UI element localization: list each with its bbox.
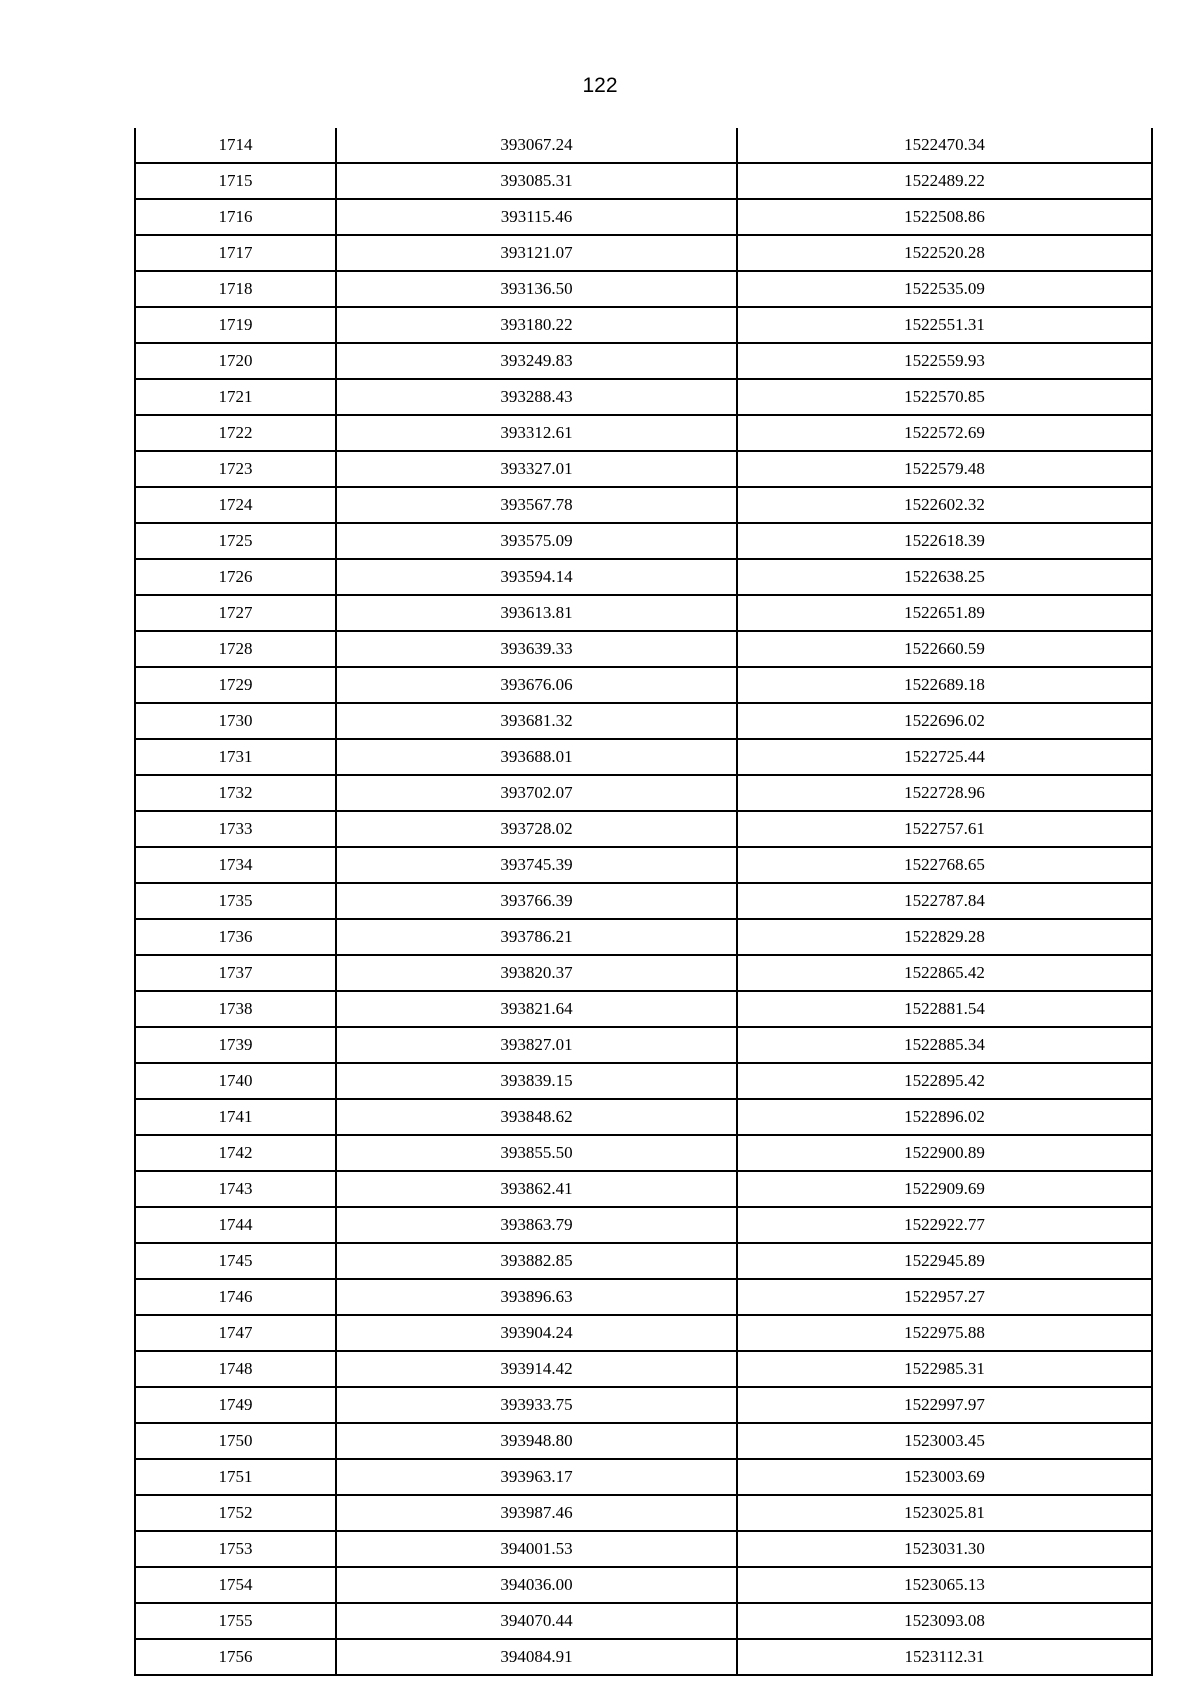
point-number-cell: 1714 bbox=[135, 128, 336, 163]
table-row bbox=[135, 1531, 1152, 1567]
point-number-cell: 1734 bbox=[135, 847, 336, 883]
table-row bbox=[135, 919, 1152, 955]
table-row bbox=[135, 1279, 1152, 1315]
table-row bbox=[135, 128, 1152, 163]
table-row bbox=[135, 1171, 1152, 1207]
point-number-cell: 1729 bbox=[135, 667, 336, 703]
x-coordinate-cell: 393594.14 bbox=[336, 559, 737, 595]
y-coordinate-cell: 1523093.08 bbox=[737, 1603, 1152, 1639]
table-row bbox=[135, 199, 1152, 235]
table-row bbox=[135, 235, 1152, 271]
x-coordinate-cell: 393882.85 bbox=[336, 1243, 737, 1279]
point-number-cell: 1728 bbox=[135, 631, 336, 667]
table-row bbox=[135, 1243, 1152, 1279]
y-coordinate-cell: 1522508.86 bbox=[737, 199, 1152, 235]
page-number: 122 bbox=[582, 74, 618, 97]
table-row bbox=[135, 631, 1152, 667]
point-number-cell: 1733 bbox=[135, 811, 336, 847]
table-row bbox=[135, 1603, 1152, 1639]
x-coordinate-cell: 393933.75 bbox=[336, 1387, 737, 1423]
x-coordinate-cell: 393896.63 bbox=[336, 1279, 737, 1315]
x-coordinate-cell: 393115.46 bbox=[336, 199, 737, 235]
coordinates-table-body bbox=[135, 128, 1152, 1675]
point-number-cell: 1752 bbox=[135, 1495, 336, 1531]
table-row bbox=[135, 415, 1152, 451]
x-coordinate-cell: 394070.44 bbox=[336, 1603, 737, 1639]
point-number-cell: 1715 bbox=[135, 163, 336, 199]
point-number-cell: 1750 bbox=[135, 1423, 336, 1459]
y-coordinate-cell: 1523003.45 bbox=[737, 1423, 1152, 1459]
y-coordinate-cell: 1522957.27 bbox=[737, 1279, 1152, 1315]
point-number-cell: 1740 bbox=[135, 1063, 336, 1099]
point-number-cell: 1735 bbox=[135, 883, 336, 919]
table-row bbox=[135, 595, 1152, 631]
x-coordinate-cell: 393914.42 bbox=[336, 1351, 737, 1387]
x-coordinate-cell: 393863.79 bbox=[336, 1207, 737, 1243]
table-row bbox=[135, 1027, 1152, 1063]
table-row bbox=[135, 1495, 1152, 1531]
point-number-cell: 1716 bbox=[135, 199, 336, 235]
table-row bbox=[135, 811, 1152, 847]
x-coordinate-cell: 394001.53 bbox=[336, 1531, 737, 1567]
point-number-cell: 1749 bbox=[135, 1387, 336, 1423]
y-coordinate-cell: 1522651.89 bbox=[737, 595, 1152, 631]
table-row bbox=[135, 559, 1152, 595]
point-number-cell: 1739 bbox=[135, 1027, 336, 1063]
x-coordinate-cell: 394084.91 bbox=[336, 1639, 737, 1675]
y-coordinate-cell: 1523065.13 bbox=[737, 1567, 1152, 1603]
x-coordinate-cell: 393676.06 bbox=[336, 667, 737, 703]
y-coordinate-cell: 1522768.65 bbox=[737, 847, 1152, 883]
point-number-cell: 1731 bbox=[135, 739, 336, 775]
point-number-cell: 1721 bbox=[135, 379, 336, 415]
table-row bbox=[135, 1351, 1152, 1387]
table-row bbox=[135, 739, 1152, 775]
table-row bbox=[135, 523, 1152, 559]
point-number-cell: 1746 bbox=[135, 1279, 336, 1315]
table-row bbox=[135, 1459, 1152, 1495]
x-coordinate-cell: 393180.22 bbox=[336, 307, 737, 343]
point-number-cell: 1725 bbox=[135, 523, 336, 559]
y-coordinate-cell: 1523025.81 bbox=[737, 1495, 1152, 1531]
point-number-cell: 1730 bbox=[135, 703, 336, 739]
x-coordinate-cell: 393786.21 bbox=[336, 919, 737, 955]
x-coordinate-cell: 393948.80 bbox=[336, 1423, 737, 1459]
y-coordinate-cell: 1523003.69 bbox=[737, 1459, 1152, 1495]
x-coordinate-cell: 394036.00 bbox=[336, 1567, 737, 1603]
table-row bbox=[135, 1423, 1152, 1459]
x-coordinate-cell: 393848.62 bbox=[336, 1099, 737, 1135]
y-coordinate-cell: 1522559.93 bbox=[737, 343, 1152, 379]
point-number-cell: 1745 bbox=[135, 1243, 336, 1279]
y-coordinate-cell: 1522909.69 bbox=[737, 1171, 1152, 1207]
table-row bbox=[135, 1387, 1152, 1423]
x-coordinate-cell: 393327.01 bbox=[336, 451, 737, 487]
y-coordinate-cell: 1522572.69 bbox=[737, 415, 1152, 451]
x-coordinate-cell: 393728.02 bbox=[336, 811, 737, 847]
table-row bbox=[135, 163, 1152, 199]
point-number-cell: 1723 bbox=[135, 451, 336, 487]
x-coordinate-cell: 393688.01 bbox=[336, 739, 737, 775]
point-number-cell: 1724 bbox=[135, 487, 336, 523]
y-coordinate-cell: 1522728.96 bbox=[737, 775, 1152, 811]
point-number-cell: 1726 bbox=[135, 559, 336, 595]
x-coordinate-cell: 393613.81 bbox=[336, 595, 737, 631]
table-row bbox=[135, 1099, 1152, 1135]
table-row bbox=[135, 307, 1152, 343]
point-number-cell: 1755 bbox=[135, 1603, 336, 1639]
x-coordinate-cell: 393681.32 bbox=[336, 703, 737, 739]
point-number-cell: 1738 bbox=[135, 991, 336, 1027]
table-row bbox=[135, 1567, 1152, 1603]
y-coordinate-cell: 1522520.28 bbox=[737, 235, 1152, 271]
y-coordinate-cell: 1522725.44 bbox=[737, 739, 1152, 775]
table-row bbox=[135, 667, 1152, 703]
y-coordinate-cell: 1522489.22 bbox=[737, 163, 1152, 199]
table-row bbox=[135, 343, 1152, 379]
y-coordinate-cell: 1522787.84 bbox=[737, 883, 1152, 919]
y-coordinate-cell: 1522579.48 bbox=[737, 451, 1152, 487]
point-number-cell: 1756 bbox=[135, 1639, 336, 1675]
x-coordinate-cell: 393766.39 bbox=[336, 883, 737, 919]
point-number-cell: 1741 bbox=[135, 1099, 336, 1135]
y-coordinate-cell: 1522570.85 bbox=[737, 379, 1152, 415]
table-row bbox=[135, 451, 1152, 487]
y-coordinate-cell: 1522551.31 bbox=[737, 307, 1152, 343]
x-coordinate-cell: 393904.24 bbox=[336, 1315, 737, 1351]
y-coordinate-cell: 1522602.32 bbox=[737, 487, 1152, 523]
point-number-cell: 1743 bbox=[135, 1171, 336, 1207]
x-coordinate-cell: 393249.83 bbox=[336, 343, 737, 379]
x-coordinate-cell: 393136.50 bbox=[336, 271, 737, 307]
table-row bbox=[135, 991, 1152, 1027]
x-coordinate-cell: 393827.01 bbox=[336, 1027, 737, 1063]
x-coordinate-cell: 393987.46 bbox=[336, 1495, 737, 1531]
x-coordinate-cell: 393288.43 bbox=[336, 379, 737, 415]
point-number-cell: 1722 bbox=[135, 415, 336, 451]
y-coordinate-cell: 1522829.28 bbox=[737, 919, 1152, 955]
x-coordinate-cell: 393820.37 bbox=[336, 955, 737, 991]
table-row bbox=[135, 379, 1152, 415]
point-number-cell: 1727 bbox=[135, 595, 336, 631]
x-coordinate-cell: 393121.07 bbox=[336, 235, 737, 271]
y-coordinate-cell: 1522470.34 bbox=[737, 128, 1152, 163]
point-number-cell: 1737 bbox=[135, 955, 336, 991]
y-coordinate-cell: 1522997.97 bbox=[737, 1387, 1152, 1423]
x-coordinate-cell: 393745.39 bbox=[336, 847, 737, 883]
y-coordinate-cell: 1522689.18 bbox=[737, 667, 1152, 703]
table-row bbox=[135, 883, 1152, 919]
y-coordinate-cell: 1523112.31 bbox=[737, 1639, 1152, 1675]
y-coordinate-cell: 1522896.02 bbox=[737, 1099, 1152, 1135]
point-number-cell: 1742 bbox=[135, 1135, 336, 1171]
x-coordinate-cell: 393702.07 bbox=[336, 775, 737, 811]
y-coordinate-cell: 1522985.31 bbox=[737, 1351, 1152, 1387]
point-number-cell: 1744 bbox=[135, 1207, 336, 1243]
point-number-cell: 1719 bbox=[135, 307, 336, 343]
x-coordinate-cell: 393639.33 bbox=[336, 631, 737, 667]
y-coordinate-cell: 1522865.42 bbox=[737, 955, 1152, 991]
x-coordinate-cell: 393855.50 bbox=[336, 1135, 737, 1171]
y-coordinate-cell: 1522881.54 bbox=[737, 991, 1152, 1027]
y-coordinate-cell: 1522757.61 bbox=[737, 811, 1152, 847]
y-coordinate-cell: 1522922.77 bbox=[737, 1207, 1152, 1243]
x-coordinate-cell: 393085.31 bbox=[336, 163, 737, 199]
y-coordinate-cell: 1522885.34 bbox=[737, 1027, 1152, 1063]
point-number-cell: 1720 bbox=[135, 343, 336, 379]
table-row bbox=[135, 775, 1152, 811]
table-row bbox=[135, 703, 1152, 739]
table-row bbox=[135, 1639, 1152, 1675]
y-coordinate-cell: 1522696.02 bbox=[737, 703, 1152, 739]
y-coordinate-cell: 1522660.59 bbox=[737, 631, 1152, 667]
point-number-cell: 1717 bbox=[135, 235, 336, 271]
table-row bbox=[135, 271, 1152, 307]
y-coordinate-cell: 1522975.88 bbox=[737, 1315, 1152, 1351]
table-row bbox=[135, 487, 1152, 523]
point-number-cell: 1754 bbox=[135, 1567, 336, 1603]
point-number-cell: 1747 bbox=[135, 1315, 336, 1351]
x-coordinate-cell: 393839.15 bbox=[336, 1063, 737, 1099]
x-coordinate-cell: 393575.09 bbox=[336, 523, 737, 559]
point-number-cell: 1751 bbox=[135, 1459, 336, 1495]
x-coordinate-cell: 393567.78 bbox=[336, 487, 737, 523]
table-row bbox=[135, 1063, 1152, 1099]
x-coordinate-cell: 393963.17 bbox=[336, 1459, 737, 1495]
x-coordinate-cell: 393067.24 bbox=[336, 128, 737, 163]
point-number-cell: 1753 bbox=[135, 1531, 336, 1567]
coordinates-table bbox=[134, 128, 1153, 1676]
y-coordinate-cell: 1522895.42 bbox=[737, 1063, 1152, 1099]
table-row bbox=[135, 1315, 1152, 1351]
table-row bbox=[135, 1207, 1152, 1243]
y-coordinate-cell: 1522945.89 bbox=[737, 1243, 1152, 1279]
point-number-cell: 1718 bbox=[135, 271, 336, 307]
point-number-cell: 1748 bbox=[135, 1351, 336, 1387]
y-coordinate-cell: 1522638.25 bbox=[737, 559, 1152, 595]
table-row bbox=[135, 847, 1152, 883]
x-coordinate-cell: 393821.64 bbox=[336, 991, 737, 1027]
x-coordinate-cell: 393862.41 bbox=[336, 1171, 737, 1207]
y-coordinate-cell: 1522900.89 bbox=[737, 1135, 1152, 1171]
x-coordinate-cell: 393312.61 bbox=[336, 415, 737, 451]
point-number-cell: 1736 bbox=[135, 919, 336, 955]
table-row bbox=[135, 1135, 1152, 1171]
y-coordinate-cell: 1522618.39 bbox=[737, 523, 1152, 559]
y-coordinate-cell: 1523031.30 bbox=[737, 1531, 1152, 1567]
y-coordinate-cell: 1522535.09 bbox=[737, 271, 1152, 307]
point-number-cell: 1732 bbox=[135, 775, 336, 811]
table-row bbox=[135, 955, 1152, 991]
